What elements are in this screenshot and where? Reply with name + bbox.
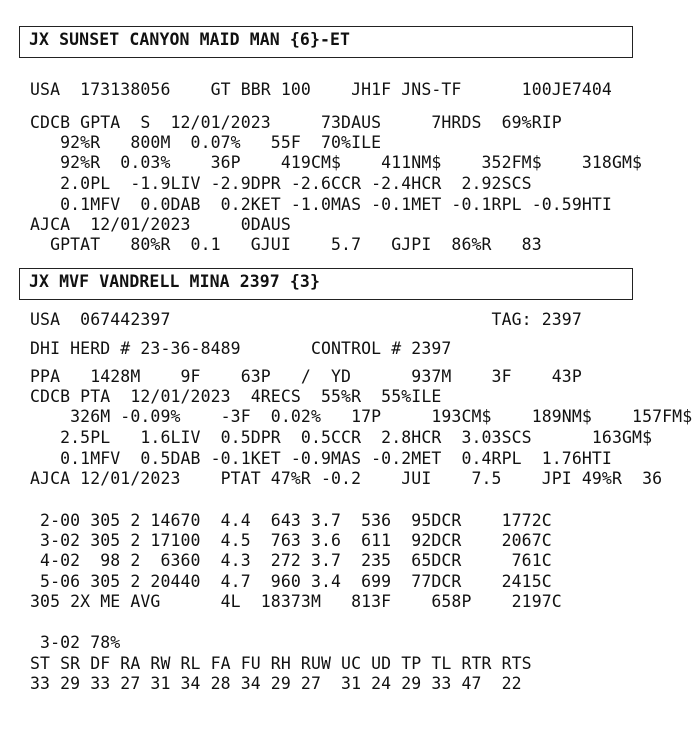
animal2-line: CDCB PTA 12/01/2023 4RECS 55%R 55%ILE (30, 387, 442, 406)
animal1-line: 92%R 0.03% 36P 419CM$ 411NM$ 352FM$ 318GM$ (30, 153, 643, 172)
animal1-title-box (19, 26, 633, 58)
animal2-line: 2-00 305 2 14670 4.4 643 3.7 536 95DCR 1772C (30, 511, 552, 530)
animal2-line: 305 2X ME AVG 4L 18373M 813F 658P 2197C (30, 592, 562, 611)
animal1-line: CDCB GPTA S 12/01/2023 73DAUS 7HRDS 69%RIP (30, 113, 562, 132)
animal2-line: 2.5PL 1.6LIV 0.5DPR 0.5CCR 2.8HCR 3.03SCS 163GM$ (30, 428, 653, 447)
animal2-line: DHI HERD # 23-36-8489 CONTROL # 2397 (30, 339, 452, 358)
animal2-line: USA 067442397 TAG: 2397 (30, 310, 582, 329)
animal1-line: 92%R 800M 0.07% 55F 70%ILE (30, 133, 382, 152)
animal1-line: 0.1MFV 0.0DAB 0.2KET -1.0MAS -0.1MET -0.1RPL -0.59HTI (30, 195, 612, 214)
animal1-line: 2.0PL -1.9LIV -2.9DPR -2.6CCR -2.4HCR 2.92SCS (30, 174, 532, 193)
animal1-line: GPTAT 80%R 0.1 GJUI 5.7 GJPI 86%R 83 (30, 235, 542, 254)
animal2-line: 33 29 33 27 31 34 28 34 29 27 31 24 29 33 47 22 (30, 674, 522, 693)
animal2-line: 4-02 98 2 6360 4.3 272 3.7 235 65DCR 761C (30, 551, 552, 570)
animal2-title-box (19, 268, 633, 300)
animal1-line: USA 173138056 GT BBR 100 JH1F JNS-TF 100JE7404 (30, 80, 612, 99)
animal1-line: AJCA 12/01/2023 0DAUS (30, 215, 291, 234)
animal2-line: 5-06 305 2 20440 4.7 960 3.4 699 77DCR 2415C (30, 572, 552, 591)
animal2-line: ST SR DF RA RW RL FA FU RH RUW UC UD TP TL RTR RTS (30, 654, 532, 673)
animal2-line: 3-02 78% (30, 633, 121, 652)
animal2-line: AJCA 12/01/2023 PTAT 47%R -0.2 JUI 7.5 JPI 49%R 36 (30, 469, 663, 488)
animal2-line: 326M -0.09% -3F 0.02% 17P 193CM$ 189NM$ 157FM$ (30, 407, 693, 426)
animal2-line: PPA 1428M 9F 63P / YD 937M 3F 43P (30, 367, 582, 386)
animal2-line: 3-02 305 2 17100 4.5 763 3.6 611 92DCR 2067C (30, 531, 552, 550)
animal2-line: 0.1MFV 0.5DAB -0.1KET -0.9MAS -0.2MET 0.4RPL 1.76HTI (30, 449, 612, 468)
animal1-title: JX SUNSET CANYON MAID MAN {6}-ET (29, 30, 351, 49)
animal2-title: JX MVF VANDRELL MINA 2397 {3} (29, 272, 320, 291)
